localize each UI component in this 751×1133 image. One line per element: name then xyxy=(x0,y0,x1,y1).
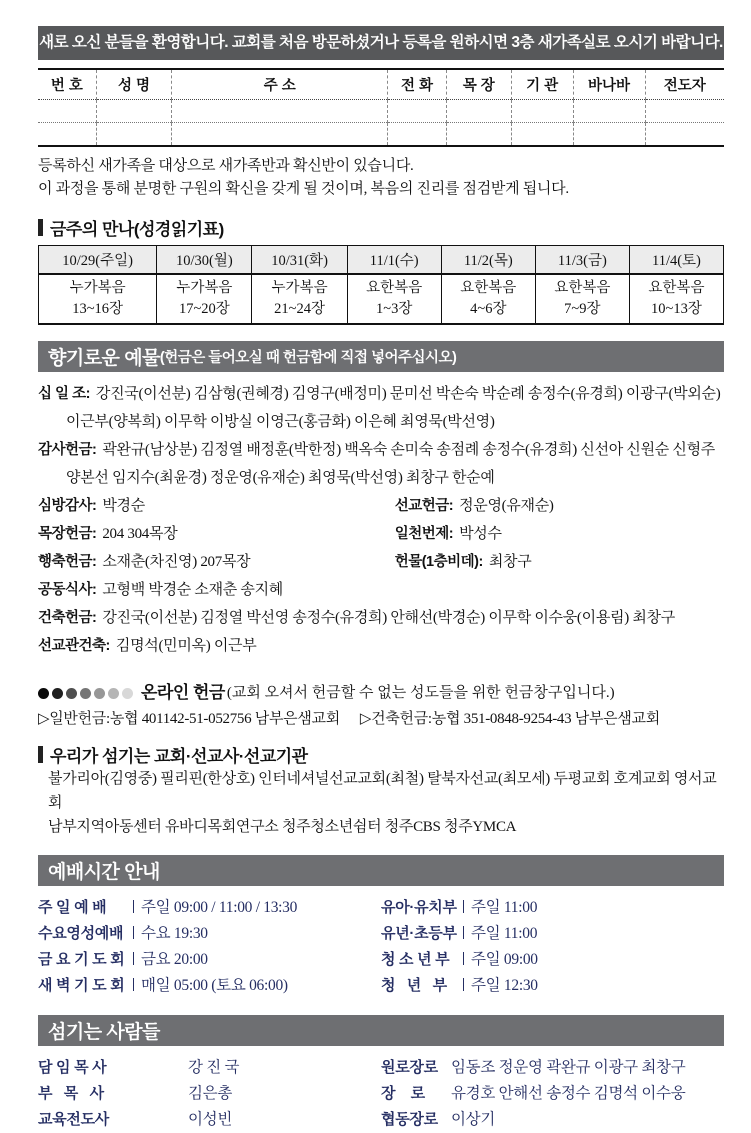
dots-icon xyxy=(38,688,133,699)
person-row: 담 임 목 사 강 진 국 xyxy=(38,1059,240,1076)
service-time-row: 청 소 년 부 주일 09:00 xyxy=(381,951,538,968)
newcomer-header-row xyxy=(38,69,724,100)
service-times-title: 예배시간 안내 xyxy=(48,862,160,883)
offering-visit-thanks: 심방감사: 박경순 xyxy=(38,498,145,514)
offering-birthday: 행축헌금: 소재춘(차진영) 207목장 xyxy=(38,554,251,570)
welcome-banner: 새로 오신 분들을 환영합니다. 교회를 처음 방문하셨거나 등록을 원하시면 3층 새가족실로 오시기 바랍니다. xyxy=(38,26,724,60)
online-giving-head xyxy=(38,680,724,706)
col-number: 번 호 xyxy=(38,69,96,100)
manna-reading: 요한복음 4~6장 xyxy=(441,274,535,324)
manna-reading-row xyxy=(39,274,724,324)
person-row: 원로장로 임동조 정운영 곽완규 이광구 최창구 xyxy=(381,1059,686,1076)
col-evangelist: 전도자 xyxy=(645,69,724,100)
service-time-row: 청 년 부 주일 12:30 xyxy=(381,977,538,994)
serving-people-right xyxy=(381,1055,724,1133)
manna-reading: 요한복음 1~3장 xyxy=(347,274,441,324)
service-times-left xyxy=(38,895,381,999)
col-phone: 전 화 xyxy=(388,69,446,100)
newcomer-empty-row xyxy=(38,123,724,147)
col-org: 기 관 xyxy=(511,69,573,100)
offering-row-mission-building: 선교관건축: 김명석(민미옥) 이근부 xyxy=(38,638,257,654)
col-address: 주 소 xyxy=(172,69,388,100)
offering-pair-row xyxy=(38,520,724,548)
offerings-title: 향기로운 예물 xyxy=(48,348,160,369)
service-time-row: 유아·유치부 주일 11:00 xyxy=(381,899,538,916)
manna-date: 11/2(목) xyxy=(441,246,535,275)
manna-date-row xyxy=(39,246,724,275)
title-bar-mark xyxy=(38,219,43,236)
orgs-line-1: 불가리아(김영중) 필리핀(한상호) 인터네셔널선교교회(최철) 탈북자선교(최모세) 두평교회 호계교회 영서교회 xyxy=(48,771,717,811)
serving-orgs-title: 우리가 섬기는 교회·선교사·선교기관 xyxy=(38,742,724,767)
manna-date: 11/4(토) xyxy=(629,246,723,275)
manna-reading: 요한복음 10~13장 xyxy=(629,274,723,324)
weekly-manna-title: 금주의 만나(성경읽기표) xyxy=(38,215,724,240)
serving-people-left xyxy=(38,1055,381,1133)
manna-date: 11/1(수) xyxy=(347,246,441,275)
manna-reading: 누가복음 13~16장 xyxy=(69,280,126,317)
col-mokjang: 목 장 xyxy=(446,69,511,100)
col-barnabas: 바나바 xyxy=(573,69,645,100)
serving-people-header xyxy=(38,1015,724,1046)
offering-pair-row xyxy=(38,492,724,520)
person-row: 협동장로 이상기 xyxy=(381,1111,496,1128)
service-time-row: 금 요 기 도 회 금요 20:00 xyxy=(38,951,208,968)
general-account: ▷일반헌금:농협 401142-51-052756 남부은샘교회 xyxy=(38,711,340,727)
col-name: 성 명 xyxy=(96,69,171,100)
orgs-line-2: 남부지역아동센터 유바디목회연구소 청주청소년쉼터 청주CBS 청주YMCA xyxy=(48,819,517,835)
service-time-row: 주 일 예 배 주일 09:00 / 11:00 / 13:30 xyxy=(38,899,298,916)
offerings-header xyxy=(38,341,724,372)
offering-pair-row xyxy=(38,548,724,576)
person-row: 부 목 사 김은총 xyxy=(38,1085,233,1102)
building-account: ▷건축헌금:농협 351-0848-9254-43 남부은샘교회 xyxy=(359,711,660,727)
serving-orgs xyxy=(38,742,724,839)
offering-thousand: 일천번제: 박성수 xyxy=(394,526,502,542)
manna-reading: 누가복음 17~20장 xyxy=(157,274,252,324)
offerings-list xyxy=(38,380,724,660)
online-giving-title: 온라인 헌금 xyxy=(141,683,225,702)
service-times-header xyxy=(38,855,724,886)
offering-row-meal: 공동식사: 고형백 박경순 소재춘 송지혜 xyxy=(38,582,283,598)
manna-date: 10/29(주일) xyxy=(39,246,157,275)
service-time-row: 유년·초등부 주일 11:00 xyxy=(381,925,538,942)
person-row: 장 로 유경호 안해선 송정수 김명석 이수웅 xyxy=(381,1085,686,1102)
serving-people xyxy=(38,1055,724,1133)
service-time-row: 수요영성예배 수요 19:30 xyxy=(38,925,208,942)
person-row: 교육전도사 이성빈 xyxy=(38,1111,233,1128)
offering-row-thanks: 감사헌금: 곽완규(남상분) 김정열 배정훈(박한정) 백옥숙 손미숙 송점례 송정수(유경희) 신선아 신원순 신형주 양본선 임지수(최윤경) 정운영(유재순) 최영묵(박선영) 최창구 한순예 xyxy=(38,442,715,486)
weekly-manna-table xyxy=(38,245,724,325)
manna-reading: 누가복음 21~24장 xyxy=(252,274,347,324)
serving-people-title: 섬기는 사람들 xyxy=(48,1022,160,1043)
offering-row-tithe: 십 일 조: 강진국(이선분) 김삼형(권혜경) 김영구(배정미) 문미선 박손숙 박순례 송정수(유경희) 이광구(박외순) 이근부(양복희) 이무학 이방실 이영근(홍금화) 이은혜 최영묵(박선영) xyxy=(38,386,721,430)
online-giving xyxy=(38,680,724,732)
offering-mission: 선교헌금: 정운영(유재순) xyxy=(394,498,554,514)
offering-mokjang: 목장헌금: 204 304목장 xyxy=(38,526,178,542)
note-line-2: 이 과정을 통해 분명한 구원의 확신을 갖게 될 것이며, 복음의 진리를 점검받게 됩니다. xyxy=(38,181,569,197)
service-times xyxy=(38,895,724,999)
offering-row-building: 건축헌금: 강진국(이선분) 김정열 박선영 송정수(유경희) 안해선(박경순) 이무학 이수웅(이용림) 최창구 xyxy=(38,610,675,626)
online-giving-subtitle: (교회 오셔서 헌금할 수 없는 성도들을 위한 헌금창구입니다.) xyxy=(226,685,615,701)
newcomer-note xyxy=(38,155,724,201)
newcomer-empty-row xyxy=(38,100,724,123)
title-bar-mark xyxy=(38,746,43,763)
online-giving-accounts xyxy=(38,706,724,732)
offerings-subtitle: (헌금은 들어오실 때 헌금함에 직접 넣어주십시오) xyxy=(159,350,457,366)
note-line-1: 등록하신 새가족을 대상으로 새가족반과 확신반이 있습니다. xyxy=(38,158,414,174)
serving-orgs-body xyxy=(48,767,724,839)
offering-goods: 헌물(1층비데): 최창구 xyxy=(394,554,532,570)
manna-date: 10/30(월) xyxy=(157,246,252,275)
service-times-right xyxy=(381,895,724,999)
newcomer-table xyxy=(38,68,724,147)
service-time-row: 새 벽 기 도 회 매일 05:00 (토요 06:00) xyxy=(38,977,288,994)
manna-reading: 요한복음 7~9장 xyxy=(535,274,629,324)
manna-date: 10/31(화) xyxy=(252,246,347,275)
manna-date: 11/3(금) xyxy=(535,246,629,275)
